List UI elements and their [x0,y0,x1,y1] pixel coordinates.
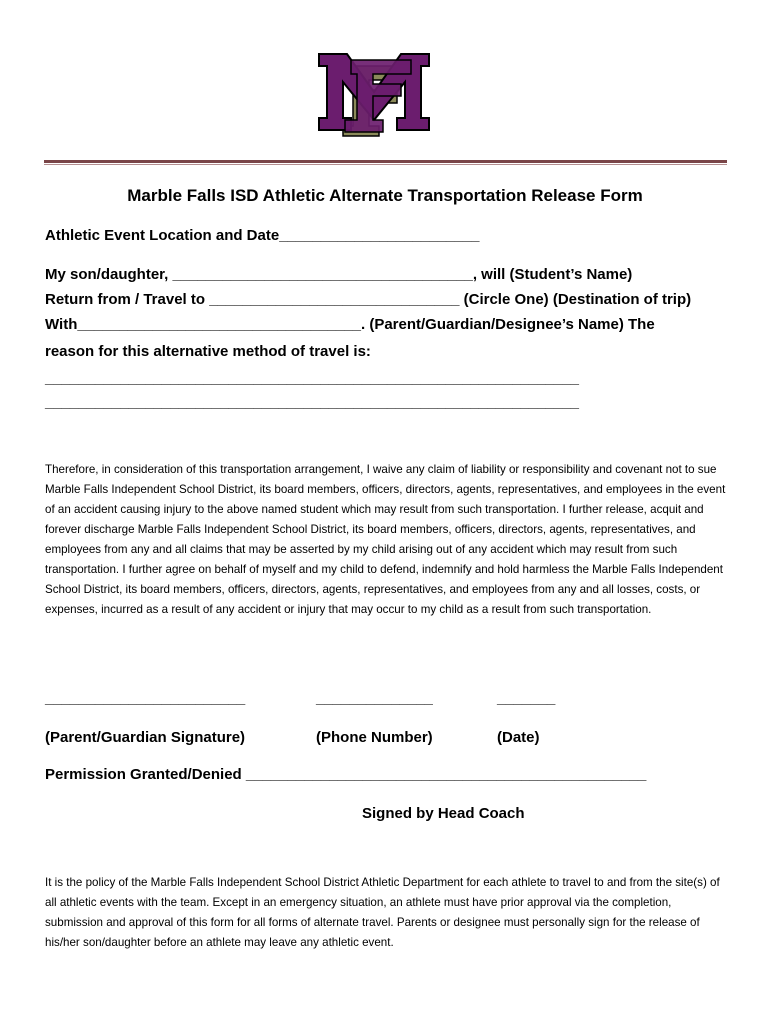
phone-number-blank: ______________ [316,690,433,707]
phone-number-label: (Phone Number) [316,729,433,746]
permission-line: Permission Granted/Denied ________________________________________________ [45,766,647,783]
date-blank: _______ [497,690,556,707]
mf-logo [313,46,435,140]
reason-blank-2: ________________________________________________________________ [45,394,579,411]
event-location-line: Athletic Event Location and Date________________________ [45,227,480,244]
form-title: Marble Falls ISD Athletic Alternate Transportation Release Form [127,186,643,205]
head-coach-label: Signed by Head Coach [362,805,525,822]
header-divider [44,160,727,163]
parent-signature-blank: ________________________ [45,690,246,707]
student-name-line: My son/daughter, ____________________________________, will (Student’s Name) [45,266,633,283]
reason-line: reason for this alternative method of travel is: [45,343,371,360]
header-divider-thin [44,164,727,165]
release-paragraph: Therefore, in consideration of this transportation arrangement, I waive any claim of liability or responsibility and covenant not to sue Marble Falls Independent School District, its board members, officers, directors, agents, representatives, and employees in the event of an accident causing injury to the above named student which may result from such transportation. I further release, acquit and forever discharge Marble Falls Independent School District, its board members, officers, directors, agents, representatives, and employees from any and all claims that may be asserted by my child arising out of any accident which may result from such transportation. I further agree on behalf of myself and my child to defend, indemnify and hold harmless the Marble Falls Independent School District, its board members, officers, directors, agents, representatives, and employees from any and all losses, costs, or expenses, incurred as a result of any accident or injury that may occur to my child as a result from such transportation. [45,463,726,616]
destination-line: Return from / Travel to ______________________________ (Circle One) (Destination of trip) [45,291,692,308]
policy-paragraph: It is the policy of the Marble Falls Independent School District Athletic Department for each athlete to travel to and from the site(s) of all athletic events with the team. Except in an emergency situation, an athlete must have prior approval via the completion, submission and approval of this form for all forms of alternate travel. Parents or designee must personally sign for the release of his/her son/daughter before an athlete may leave any athletic event. [45,876,720,949]
parent-signature-label: (Parent/Guardian Signature) [45,729,246,746]
reason-blank-1: ________________________________________________________________ [45,370,579,387]
guardian-name-line: With__________________________________. (Parent/Guardian/Designee’s Name) The [45,316,655,333]
date-label: (Date) [497,729,540,746]
